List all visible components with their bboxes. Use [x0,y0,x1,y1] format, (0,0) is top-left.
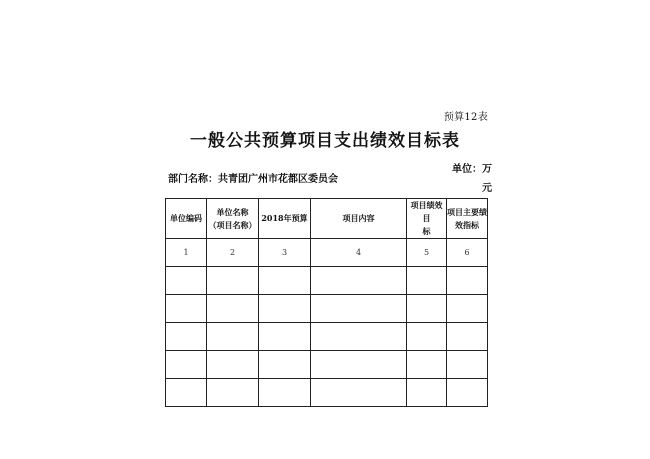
col-header-unit-name [207,199,259,239]
table-cell [407,267,447,295]
table-cell [166,323,207,351]
table-cell [447,267,488,295]
col-header-text: 标 [422,226,431,236]
col-header-text: （项目名称） [208,219,257,230]
table-cell [407,351,447,379]
col-header-text: 项目主要绩 [447,206,487,217]
department-name: 部门名称：共青团广州市花都区委员会 [168,174,338,185]
table-cell [311,323,407,351]
table-cell [311,267,407,295]
table-cell [407,295,447,323]
table-row [166,295,488,323]
table-number: 预算12表 [443,112,488,123]
table-cell [166,379,207,407]
col-header-indicators [447,199,488,239]
unit-label [448,160,492,198]
index-cell: 4 [311,239,407,267]
table-cell [259,351,311,379]
col-header-budget [259,199,311,239]
col-header-text: 项目内容 [342,213,375,223]
table-cell [447,379,488,407]
col-header-target [407,199,447,239]
table-cell [207,351,259,379]
table-cell [207,295,259,323]
table-row [166,323,488,351]
header-row [166,199,488,239]
index-cell: 3 [259,239,311,267]
index-cell: 1 [166,239,207,267]
table-cell [311,351,407,379]
table-cell [407,379,447,407]
table-cell [207,323,259,351]
index-cell: 2 [207,239,259,267]
unit-label-line1: 单位：万 [452,164,492,175]
col-header-unit-code [166,199,207,239]
table-cell [259,267,311,295]
col-header-text: 项目绩效目 [410,200,443,223]
table-cell [259,379,311,407]
table-cell [447,295,488,323]
unit-label-line2: 元 [482,183,492,194]
table-row [166,351,488,379]
table-cell [447,323,488,351]
col-header-text: 单位名称 [216,206,249,217]
performance-table [165,198,488,407]
table-cell [207,267,259,295]
table-cell [166,351,207,379]
table-row [166,379,488,407]
table-cell [311,379,407,407]
table-cell [166,267,207,295]
table-cell [166,295,207,323]
table-cell [311,295,407,323]
table-cell [407,323,447,351]
table-cell [259,295,311,323]
col-header-text: 效指标 [455,219,479,230]
table-cell [259,323,311,351]
page-title: 一般公共预算项目支出绩效目标表 [190,131,460,151]
table-cell [207,379,259,407]
index-row [166,239,488,267]
table-cell [447,351,488,379]
col-header-text: 2018年预算 [261,213,308,223]
index-cell: 6 [447,239,488,267]
col-header-content [311,199,407,239]
table-row [166,267,488,295]
col-header-text: 单位编码 [170,213,202,223]
index-cell: 5 [407,239,447,267]
